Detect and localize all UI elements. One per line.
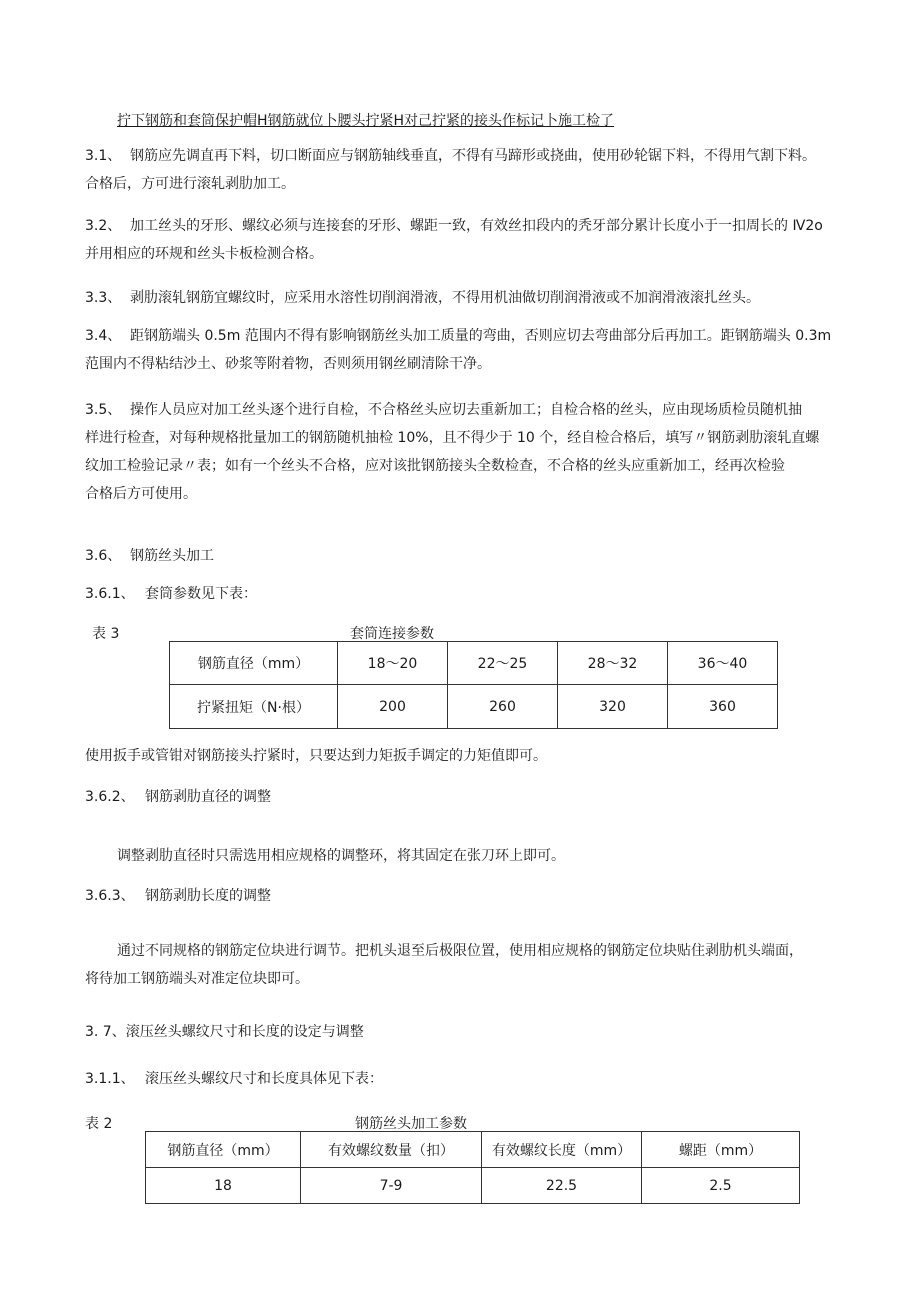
table-cell: 18～20: [338, 642, 448, 685]
table-cell: 320: [558, 685, 668, 729]
section-3-1-1: [85, 1068, 383, 1088]
section-number: 3.5、: [85, 402, 122, 418]
section-3-4: [85, 322, 831, 378]
section-title: 滚压丝头螺纹尺寸和长度具体见下表：: [145, 1071, 383, 1087]
section-number: 3.2、: [85, 218, 122, 234]
table-cell: 18: [146, 1168, 301, 1204]
table-header-cell: 钢筋直径（mm）: [146, 1132, 301, 1168]
section-title: 钢筋剥肋长度的调整: [145, 888, 271, 904]
table-cell: 22.5: [482, 1168, 642, 1204]
table-row: [170, 642, 778, 685]
section-text-cont: 样进行检查，对每种规格批量加工的钢筋随机抽检 10%，且不得少于 10 个，经自检合格后，填写〃钢筋剥肋滚轧直螺: [85, 430, 820, 446]
section-3-6-3: [85, 885, 271, 905]
table-cell: 2.5: [642, 1168, 800, 1204]
section-text-cont: 合格后，方可进行滚轧剥肋加工。: [85, 176, 295, 192]
section-number: 3.6.1、: [85, 586, 135, 602]
section-text-cont: 合格后方可使用。: [85, 486, 197, 502]
section-3-6-2: [85, 786, 271, 806]
section-title: 套筒参数见下表：: [145, 586, 257, 602]
para-line: 通过不同规格的钢筋定位块进行调节。把机头退至后极限位置，使用相应规格的钢筋定位块贴住剥肋机头端面，: [117, 943, 803, 959]
table-cell: 36～40: [668, 642, 778, 685]
table-cell: 7-9: [301, 1168, 482, 1204]
section-number: 3.4、: [85, 328, 122, 344]
section-number: 3.1.1、: [85, 1071, 135, 1087]
table-row: [146, 1168, 800, 1204]
section-title: 钢筋剥肋直径的调整: [145, 789, 271, 805]
section-text-cont: 并用相应的环规和丝头卡板检测合格。: [85, 246, 323, 262]
section-text: 钢筋应先调直再下料，切口断面应与钢筋轴线垂直，不得有马蹄形或挠曲，使用砂轮锯下料，不得用气割下料。: [130, 148, 816, 164]
table2-label: 表 2: [85, 1116, 113, 1132]
table2: [145, 1131, 800, 1204]
section-text: 距钢筋端头 0.5m 范围内不得有影响钢筋丝头加工质量的弯曲，否则应切去弯曲部分后再加工。距钢筋端头 0.3m: [130, 328, 832, 344]
table3-label: 表 3: [92, 626, 120, 642]
table-cell: 260: [448, 685, 558, 729]
table2-title: 钢筋丝头加工参数: [355, 1116, 467, 1132]
section-3-7: 3. 7、滚压丝头螺纹尺寸和长度的设定与调整: [85, 1024, 364, 1040]
section-number: 3.6、: [85, 548, 122, 564]
table-cell: 钢筋直径（mm）: [170, 642, 338, 685]
section-3-1: [85, 142, 816, 198]
section-number: 3.6.3、: [85, 888, 135, 904]
table-row: [170, 685, 778, 729]
section-text: 操作人员应对加工丝头逐个进行自检，不合格丝头应切去重新加工；自检合格的丝头，应由现场质检员随机抽: [130, 402, 802, 418]
table-cell: 22～25: [448, 642, 558, 685]
section-text: 加工丝头的牙形、螺纹必须与连接套的牙形、螺距一致，有效丝扣段内的秃牙部分累计长度小于一扣周长的 Ⅳ2o: [130, 218, 823, 234]
para-3-6-3: [85, 937, 803, 993]
section-3-3: [85, 284, 760, 312]
section-number: 3.6.2、: [85, 789, 135, 805]
table-cell: 28～32: [558, 642, 668, 685]
table-cell: 360: [668, 685, 778, 729]
section-number: 3.1、: [85, 148, 122, 164]
table3: [169, 641, 778, 729]
after-table3-text: 使用扳手或管钳对钢筋接头拧紧时，只要达到力矩扳手调定的力矩值即可。: [85, 748, 547, 764]
para-3-6-2: 调整剥肋直径时只需选用相应规格的调整环，将其固定在张刀环上即可。: [117, 848, 565, 864]
table3-title: 套筒连接参数: [350, 626, 434, 642]
section-3-2: [85, 212, 823, 268]
section-text: 剥肋滚轧钢筋宜螺纹时，应采用水溶性切削润滑液，不得用机油做切削润滑液或不加润滑液滚扎丝头。: [130, 290, 760, 306]
table-cell: 200: [338, 685, 448, 729]
para-line: 将待加工钢筋端头对准定位块即可。: [85, 971, 309, 987]
table-cell: 拧紧扭矩（N·根）: [170, 685, 338, 729]
table-header-cell: 有效螺纹数量（扣）: [301, 1132, 482, 1168]
section-3-6-1: [85, 583, 257, 603]
table-header-cell: 螺距（mm）: [642, 1132, 800, 1168]
table-header-cell: 有效螺纹长度（mm）: [482, 1132, 642, 1168]
section-text-cont: 范围内不得粘结沙土、砂浆等附着物，否则须用钢丝刷清除干净。: [85, 356, 491, 372]
section-3-5: [85, 396, 819, 508]
table-header-row: [146, 1132, 800, 1168]
section-number: 3.3、: [85, 290, 122, 306]
intro-flow-text: 拧下钢筋和套筒保护帽H钢筋就位卜腰头拧紧H对己拧紧的接头作标记卜施工检了: [117, 113, 615, 129]
section-text-cont: 纹加工检验记录〃表；如有一个丝头不合格，应对该批钢筋接头全数检查，不合格的丝头应重新加工，经再次检验: [85, 458, 785, 474]
section-3-6: [85, 545, 214, 565]
section-title: 钢筋丝头加工: [130, 548, 214, 564]
